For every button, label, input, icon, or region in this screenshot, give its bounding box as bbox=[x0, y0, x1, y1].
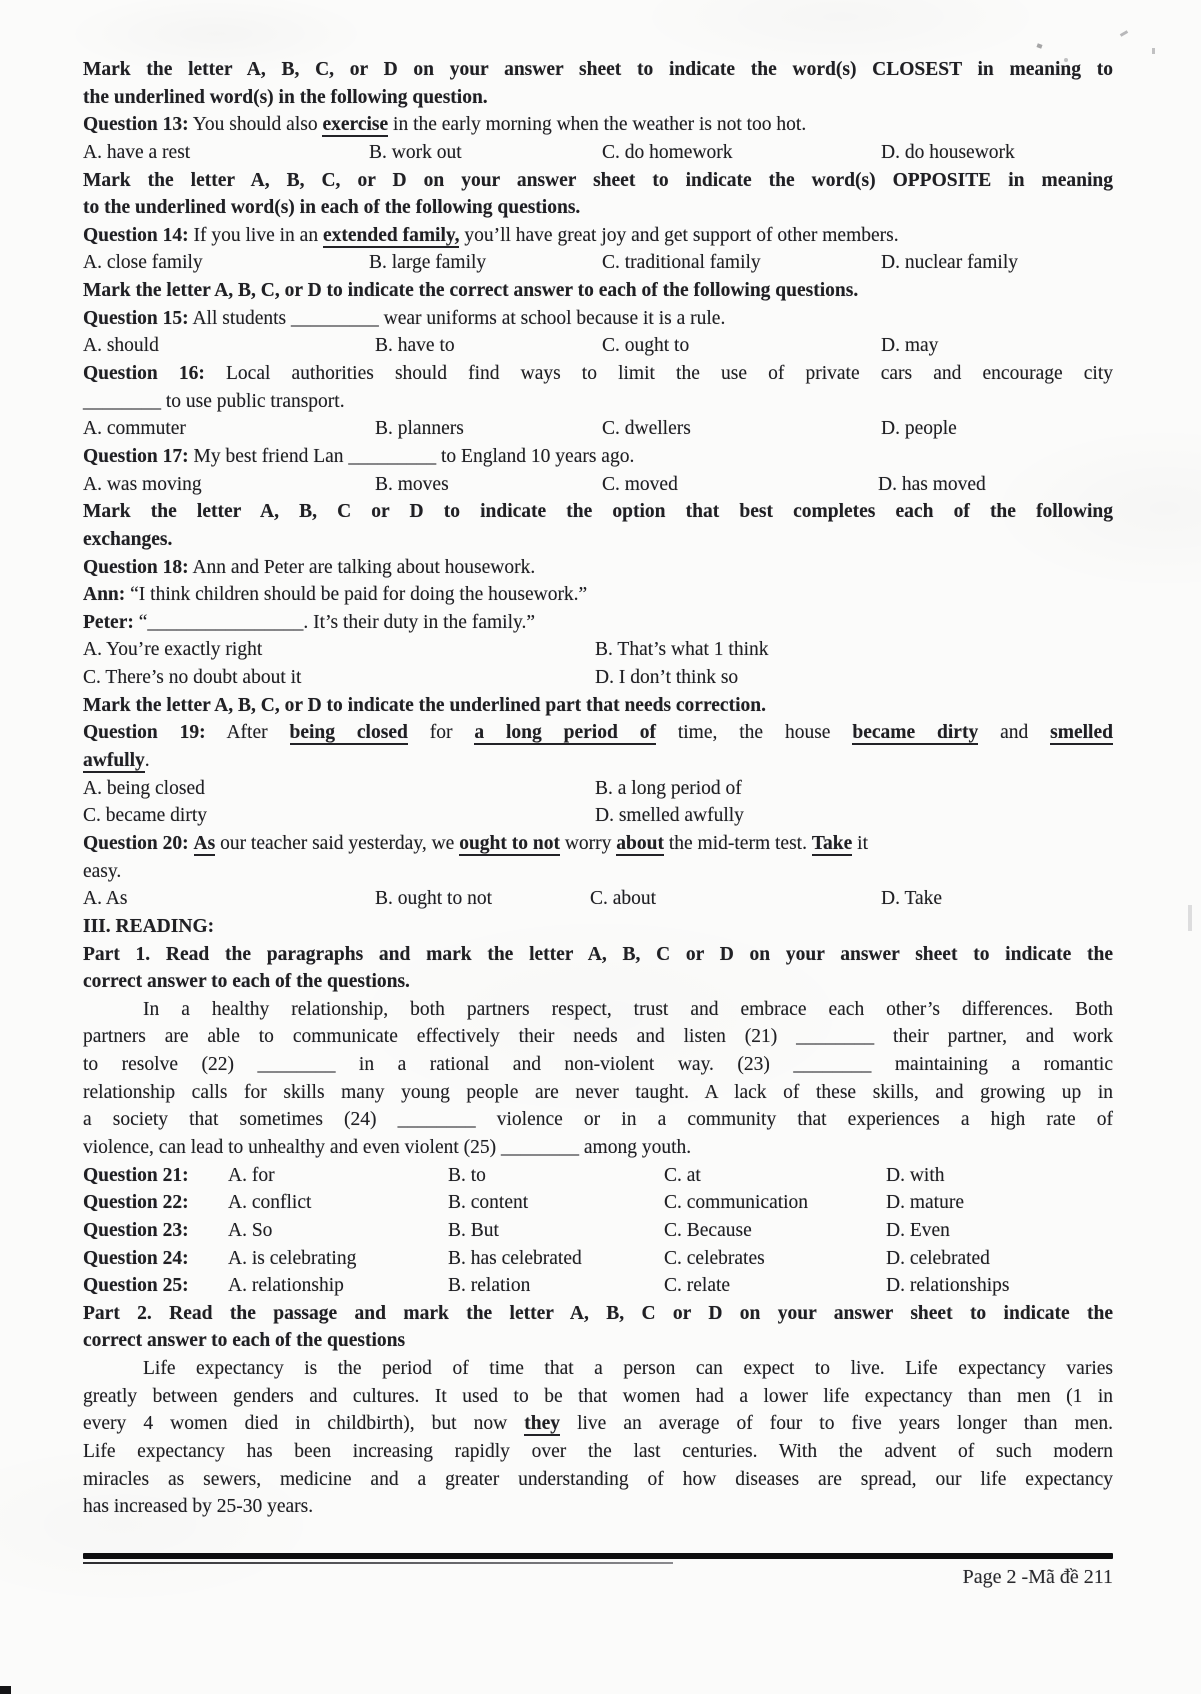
plain-text bbox=[189, 833, 194, 854]
option-cell: A. for bbox=[228, 1164, 275, 1186]
question-20 bbox=[83, 830, 1113, 858]
option-cell: D. mature bbox=[886, 1192, 964, 1214]
option-cell: D. do housework bbox=[881, 141, 1015, 163]
plain-text: our teacher said yesterday, we bbox=[215, 832, 460, 854]
underlined-term: about bbox=[616, 832, 664, 854]
underlined-term: extended family, bbox=[322, 224, 460, 246]
option-cell: B. has celebrated bbox=[448, 1247, 582, 1269]
divider-rule bbox=[83, 1553, 1113, 1559]
option-cell: C. celebrates bbox=[664, 1247, 765, 1269]
option-cell: B. moves bbox=[375, 473, 449, 495]
part-heading bbox=[83, 968, 1113, 996]
option-cell: C. about bbox=[590, 888, 657, 910]
question-19 bbox=[83, 719, 1113, 747]
option-cell: C. traditional family bbox=[602, 252, 761, 274]
instruction-line bbox=[83, 692, 1113, 720]
options-row bbox=[83, 664, 1113, 692]
underlined-term: became dirty bbox=[852, 722, 979, 744]
plain-text: Local authorities should find ways to limit the use of private cars and encourage city bbox=[204, 363, 1113, 385]
options-row bbox=[83, 332, 1113, 360]
bold-text: correct answer to each of the questions bbox=[83, 1330, 406, 1352]
passage-line bbox=[83, 1355, 1113, 1383]
bold-text: correct answer to each of the questions. bbox=[83, 971, 410, 993]
plain-text: time, the house bbox=[655, 722, 853, 744]
passage-line bbox=[83, 1079, 1113, 1107]
part-heading bbox=[83, 1300, 1113, 1328]
passage-line bbox=[83, 1134, 1113, 1162]
instruction-line bbox=[83, 498, 1113, 526]
plain-text: “I think children should be paid for doing the housework.” bbox=[125, 584, 588, 606]
plain-text: and bbox=[978, 722, 1051, 744]
options-row bbox=[83, 1162, 1113, 1190]
divider-rule-thin bbox=[83, 1562, 673, 1564]
instruction-line bbox=[83, 277, 1113, 305]
options-row bbox=[83, 802, 1113, 830]
option-cell: A. You’re exactly right bbox=[83, 639, 263, 661]
part-heading bbox=[83, 941, 1113, 969]
option-cell: C. ought to bbox=[602, 335, 690, 357]
option-cell: B. planners bbox=[375, 418, 464, 440]
plain-text: miracles as sewers, medicine and a greater understanding of how diseases are spread, our life expectancy bbox=[83, 1468, 1113, 1490]
plain-text: live an average of four to five years longer than men. bbox=[560, 1413, 1113, 1435]
option-cell: C. dwellers bbox=[602, 418, 691, 440]
option-cell: C. became dirty bbox=[83, 805, 207, 827]
option-cell: A. conflict bbox=[228, 1192, 312, 1214]
underlined-term: a long period of bbox=[474, 722, 656, 744]
option-cell: D. Even bbox=[886, 1219, 950, 1241]
underlined-term: they bbox=[524, 1413, 561, 1435]
question-13 bbox=[83, 111, 1113, 139]
plain-text: ________ to use public transport. bbox=[83, 390, 345, 412]
bold-text: to the underlined word(s) in each of the following questions. bbox=[83, 197, 581, 219]
document-body bbox=[83, 56, 1113, 1521]
instruction-line bbox=[83, 56, 1113, 84]
option-cell: B. But bbox=[448, 1219, 499, 1241]
option-cell: A. So bbox=[228, 1219, 273, 1241]
bold-text: Mark the letter A, B, C or D to indicate the option that best completes each of the following bbox=[83, 501, 1113, 523]
plain-text: “________________. It’s their duty in the family.” bbox=[133, 611, 536, 633]
plain-text: If you live in an bbox=[188, 224, 323, 246]
option-cell: A. commuter bbox=[83, 418, 186, 440]
bold-text: the underlined word(s) in the following question. bbox=[83, 86, 488, 108]
options-row bbox=[83, 139, 1113, 167]
option-cell: D. Take bbox=[881, 888, 943, 910]
option-cell: B. to bbox=[448, 1164, 486, 1186]
option-cell: D. people bbox=[881, 418, 957, 440]
bold-text: Question 14: bbox=[83, 224, 189, 246]
plain-text: it bbox=[852, 832, 869, 854]
option-cell: B. have to bbox=[375, 335, 455, 357]
option-cell: A. being closed bbox=[83, 777, 205, 799]
option-cell: D. celebrated bbox=[886, 1247, 990, 1269]
plain-text: . bbox=[144, 750, 150, 772]
question-18 bbox=[83, 554, 1113, 582]
option-cell: D. relationships bbox=[886, 1275, 1010, 1297]
options-row bbox=[83, 1245, 1113, 1273]
plain-text: to resolve (22) ________ in a rational and non-violent way. (23) ________ maintaining a romantic bbox=[83, 1054, 1113, 1076]
plain-text: My best friend Lan _________ to England 10 years ago. bbox=[188, 445, 635, 467]
option-cell: C. relate bbox=[664, 1275, 731, 1297]
options-row bbox=[83, 471, 1113, 499]
option-cell: C. do homework bbox=[602, 141, 733, 163]
underlined-term: Take bbox=[811, 832, 853, 854]
plain-text: for bbox=[407, 722, 475, 744]
option-cell: C. at bbox=[664, 1164, 701, 1186]
question-label: Question 22: bbox=[83, 1192, 189, 1214]
bold-text: Question 15: bbox=[83, 307, 189, 329]
option-cell: B. a long period of bbox=[595, 777, 742, 799]
dialogue-peter bbox=[83, 609, 1113, 637]
bold-text: Question 18: bbox=[83, 556, 189, 578]
plain-text: All students _________ wear uniforms at school because it is a rule. bbox=[188, 307, 726, 329]
option-cell: C. moved bbox=[602, 473, 678, 495]
section-heading bbox=[83, 913, 1113, 941]
option-cell: D. has moved bbox=[878, 473, 986, 495]
bold-text: Mark the letter A, B, C, or D on your answer sheet to indicate the word(s) OPPOSITE in meaning bbox=[83, 169, 1113, 191]
plain-text: in the early morning when the weather is not too hot. bbox=[388, 114, 807, 136]
underlined-term: being closed bbox=[289, 722, 408, 744]
plain-text: Ann and Peter are talking about housework. bbox=[188, 556, 536, 578]
plain-text: violence, can lead to unhealthy and even violent (25) ________ among youth. bbox=[83, 1136, 692, 1158]
bold-text: Part 1. Read the paragraphs and mark the letter A, B, C or D on your answer sheet to indicate the bbox=[83, 943, 1113, 965]
bold-text: exchanges. bbox=[83, 528, 173, 550]
page-footer: Page 2 -Mã đề 211 bbox=[962, 1566, 1113, 1588]
plain-text: Life expectancy is the period of time that a person can expect to live. Life expectancy varies bbox=[143, 1358, 1113, 1380]
option-cell: C. Because bbox=[664, 1219, 752, 1241]
instruction-line bbox=[83, 84, 1113, 112]
options-row bbox=[83, 249, 1113, 277]
option-cell: A. is celebrating bbox=[228, 1247, 357, 1269]
option-cell: A. should bbox=[83, 335, 159, 357]
scan-artifact bbox=[1120, 30, 1128, 37]
options-row bbox=[83, 636, 1113, 664]
passage-line bbox=[83, 1466, 1113, 1494]
scan-artifact bbox=[1188, 905, 1192, 931]
passage-line bbox=[83, 1023, 1113, 1051]
passage-line bbox=[83, 1051, 1113, 1079]
underlined-term: ought to not bbox=[459, 832, 560, 854]
instruction-line bbox=[83, 526, 1113, 554]
scan-artifact bbox=[0, 1686, 11, 1694]
part-heading bbox=[83, 1327, 1113, 1355]
underlined-term: As bbox=[193, 832, 216, 854]
instruction-line bbox=[83, 194, 1113, 222]
option-cell: C. communication bbox=[664, 1192, 809, 1214]
plain-text: You should also bbox=[188, 114, 323, 136]
plain-text: the mid-term test. bbox=[663, 832, 812, 854]
passage-line bbox=[83, 996, 1113, 1024]
plain-text: worry bbox=[559, 832, 617, 854]
question-20-cont bbox=[83, 858, 1113, 886]
plain-text: partners are able to communicate effectively their needs and listen (21) ________ their partner, and work bbox=[83, 1026, 1113, 1048]
plain-text: easy. bbox=[83, 860, 122, 882]
options-row bbox=[83, 885, 1113, 913]
bold-text: Question 20: bbox=[83, 832, 189, 854]
plain-text: a society that sometimes (24) ________ violence or in a community that experiences a high rate of bbox=[83, 1109, 1113, 1131]
plain-text: relationship calls for skills many young people are never taught. A lack of these skills, and growing up in bbox=[83, 1081, 1113, 1103]
bold-text: Question 16: bbox=[83, 363, 205, 385]
option-cell: B. content bbox=[448, 1192, 529, 1214]
question-label: Question 21: bbox=[83, 1164, 189, 1186]
option-cell: D. may bbox=[881, 335, 939, 357]
passage-line bbox=[83, 1438, 1113, 1466]
option-cell: D. nuclear family bbox=[881, 252, 1018, 274]
underlined-term: exercise bbox=[322, 114, 389, 136]
question-label: Question 25: bbox=[83, 1275, 189, 1297]
option-cell: A. close family bbox=[83, 252, 203, 274]
plain-text: every 4 women died in childbirth), but now bbox=[83, 1413, 525, 1435]
plain-text: greatly between genders and cultures. It used to be that women had a lower life expectancy than men (1 in bbox=[83, 1385, 1113, 1407]
bold-text: Mark the letter A, B, C, or D on your answer sheet to indicate the word(s) CLOSEST in meaning to bbox=[83, 59, 1113, 80]
underlined-term: smelled bbox=[1050, 722, 1113, 744]
passage-line bbox=[83, 1493, 1113, 1521]
bold-text: Ann: bbox=[83, 584, 126, 606]
option-cell: A. As bbox=[83, 888, 128, 910]
option-cell: D. with bbox=[886, 1164, 945, 1186]
option-cell: C. There’s no doubt about it bbox=[83, 667, 302, 689]
plain-text: Life expectancy has been increasing rapidly over the last centuries. With the advent of such modern bbox=[83, 1441, 1113, 1463]
bold-text: Question 19: bbox=[83, 722, 206, 744]
plain-text: In a healthy relationship, both partners respect, trust and embrace each other’s differences. Both bbox=[143, 998, 1113, 1020]
bold-text: Mark the letter A, B, C, or D to indicate the correct answer to each of the following questions. bbox=[83, 280, 859, 302]
scan-artifact bbox=[1152, 48, 1155, 54]
bold-text: III. READING: bbox=[83, 915, 215, 937]
scan-artifact bbox=[1036, 43, 1042, 48]
question-16 bbox=[83, 360, 1113, 388]
passage-line bbox=[83, 1383, 1113, 1411]
option-cell: D. I don’t think so bbox=[595, 667, 739, 689]
bold-text: Question 13: bbox=[83, 114, 189, 136]
bold-text: Peter: bbox=[83, 611, 134, 633]
question-17 bbox=[83, 443, 1113, 471]
option-cell: B. relation bbox=[448, 1275, 531, 1297]
question-label: Question 23: bbox=[83, 1219, 189, 1241]
dialogue-ann bbox=[83, 581, 1113, 609]
option-cell: A. have a rest bbox=[83, 141, 191, 163]
question-19-cont bbox=[83, 747, 1113, 775]
bold-text: Mark the letter A, B, C, or D to indicate the underlined part that needs correction. bbox=[83, 694, 766, 716]
options-row bbox=[83, 1217, 1113, 1245]
question-16-cont bbox=[83, 388, 1113, 416]
option-cell: B. That’s what 1 think bbox=[595, 639, 769, 661]
plain-text: you’ll have great joy and get support of other members. bbox=[459, 224, 899, 246]
option-cell: A. was moving bbox=[83, 473, 202, 495]
underlined-term: awfully bbox=[83, 750, 145, 772]
question-label: Question 24: bbox=[83, 1247, 189, 1269]
passage-line bbox=[83, 1410, 1113, 1438]
question-14 bbox=[83, 222, 1113, 250]
option-cell: A. relationship bbox=[228, 1275, 344, 1297]
question-15 bbox=[83, 305, 1113, 333]
options-row bbox=[83, 775, 1113, 803]
bold-text: Part 2. Read the passage and mark the letter A, B, C or D on your answer sheet to indicate the bbox=[83, 1302, 1113, 1324]
option-cell: B. large family bbox=[369, 252, 487, 274]
instruction-line bbox=[83, 167, 1113, 195]
plain-text: After bbox=[205, 722, 290, 744]
option-cell: B. work out bbox=[369, 141, 462, 163]
options-row bbox=[83, 1272, 1113, 1300]
options-row bbox=[83, 1189, 1113, 1217]
bold-text: Question 17: bbox=[83, 445, 189, 467]
options-row bbox=[83, 415, 1113, 443]
option-cell: D. smelled awfully bbox=[595, 805, 744, 827]
passage-line bbox=[83, 1106, 1113, 1134]
plain-text: has increased by 25-30 years. bbox=[83, 1496, 314, 1518]
option-cell: B. ought to not bbox=[375, 888, 493, 910]
